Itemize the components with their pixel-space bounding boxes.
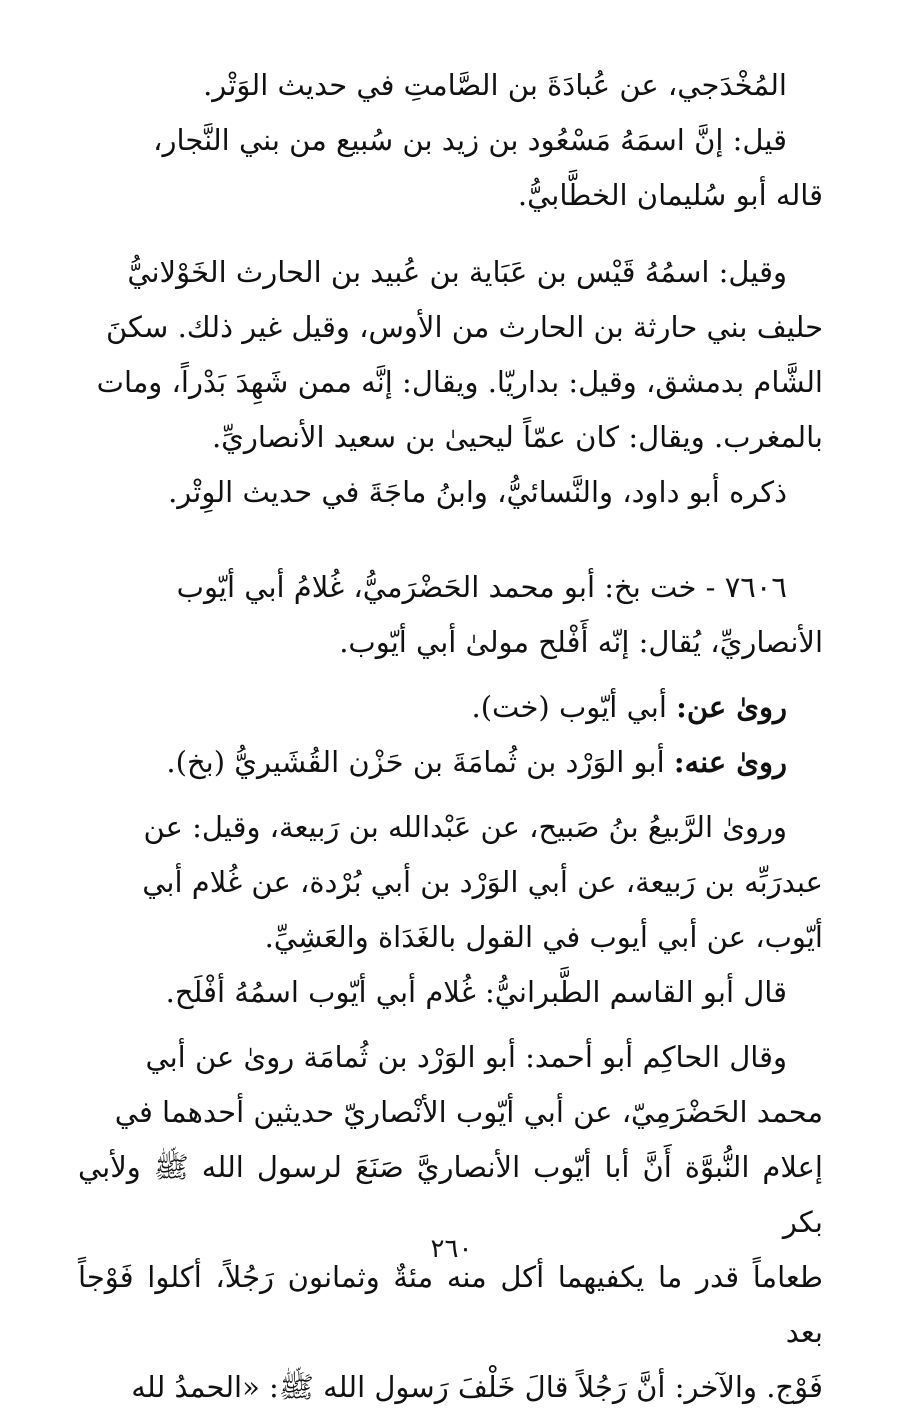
paragraph-hakim [78,1030,823,1415]
text-line: بالمغرب. ويقال: كان عمّاً ليحيىٰ بن سعيد الأنصاريِّ. [211,420,823,454]
text-line: ٧٦٠٦ - خت بخ: أبو محمد الحَضْرَميُّ، غُلامُ أبي أيّوب [176,570,787,604]
paragraph-rabi-chain [78,800,823,965]
text-line: المُخْدَجي، عن عُبادَةَ بن الصَّامتِ في حديث الوَتْر. [203,68,787,102]
text-line: محمد الحَضْرَمِيّ، عن أبي أيّوب الأنْصاريّ حديثين أحدهما في [114,1095,823,1129]
text-line: أيّوب، عن أبي أيوب في القول بالغَدَاة والعَشِيِّ. [264,920,823,954]
paragraph-witr-hadith-end [78,58,823,113]
page-number: ٢٦٠ [430,1234,473,1264]
text-line: وقال الحاكِم أبو أحمد: أبو الوَرْد بن ثُمامَة رویٰ عن أبي [145,1040,787,1074]
paragraph-name-masud [78,113,823,223]
text-line: وقيل: اسمُهُ قَيْس بن عَبَاية بن عُبيد بن الحارث الخَوْلانيُّ [127,255,787,289]
text-line: ذكره أبو داود، والنَّسائيُّ، وابنُ ماجَةَ في حديث الوِتْر. [168,475,787,509]
text-line: إعلام النُّبوَّة أَنَّ أبا أيّوب الأنصاريَّ صَنَعَ لرسول الله ﷺ ولأبي بكر [78,1150,823,1239]
entry-7606-heading [78,560,823,670]
riwaya-by-label: رویٰ عنه: [673,745,787,779]
text-line: الشَّام بدمشق، وقيل: بداريّا. ويقال: إنَّه ممن شَهِدَ بَدْراً، ومات [96,365,823,399]
text-line: عبدرَبِّه بن رَبيعة، عن أبي الوَرْد بن أبي بُرْدة، عن غُلام أبي [142,865,823,899]
text-line: حليف بني حارثة بن الحارث من الأوس، وقيل غير ذلك. سكنَ [105,310,823,344]
riwaya-by-text: أبو الوَرْد بن ثُمامَةَ بن حَزْن القُشَيريُّ (بخ). [166,745,665,779]
text-line: ورویٰ الرَّبيعُ بنُ صَبيح، عن عَبْدالله بن رَبيعة، وقيل: عن [143,810,787,844]
riwaya-by [78,735,823,790]
paragraph-tabarani [78,965,823,1020]
paragraph-name-qays [78,245,823,520]
text-line: الأنصاريِّ، يُقال: إنّه أَفْلح مولىٰ أبي أيّوب. [339,625,823,659]
riwaya-from [78,680,823,735]
text-line: قال أبو القاسم الطَّبرانيُّ: غُلام أبي أيّوب اسمُهُ أفْلَح. [165,975,787,1009]
text-line: قاله أبو سُليمان الخطَّابيُّ. [517,178,823,212]
text-line: فَوْج. والآخر: أنَّ رَجُلاً قالَ خَلْفَ رَسول الله ﷺ: «الحمدُ لله [131,1370,823,1404]
text-line: قيل: إنَّ اسمَهُ مَسْعُود بن زيد بن سُبيع من بني النَّجار، [153,123,787,157]
page-body [78,58,823,1415]
riwaya-from-text: أبي أيّوب (خت). [471,690,667,724]
text-line: طعاماً قدر ما يكفيهما أكل منه مئةٌ وثمانون رَجُلاً، أكلوا فَوْجاً بعد [78,1260,823,1349]
riwaya-from-label: رویٰ عن: [676,690,787,724]
